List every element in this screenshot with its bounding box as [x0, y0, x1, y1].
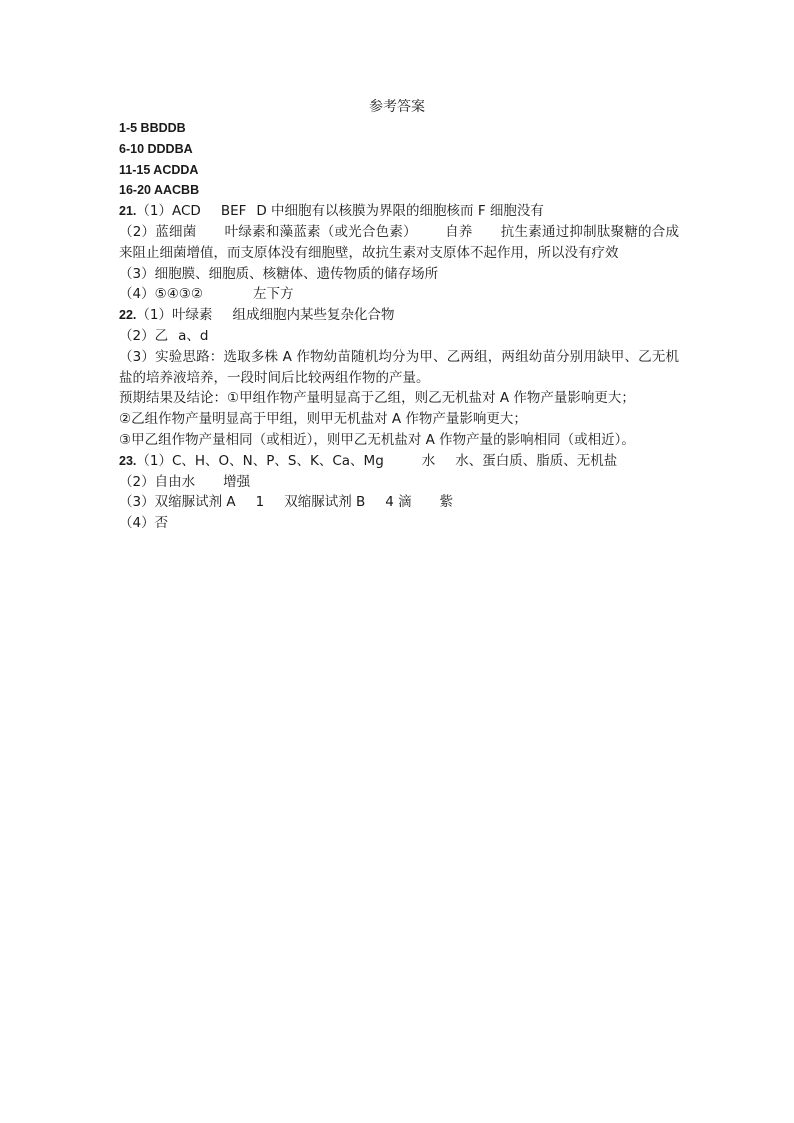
choice-answers-1-5: 1-5 BBDDB — [119, 121, 186, 135]
q22-result-3: ③甲乙组作物产量相同（或相近），则甲乙无机盐对 A 作物产量的影响相同（或相近）。 — [119, 431, 635, 448]
q22-part2-a: （2）乙 — [119, 327, 169, 344]
q23-part3-d: 4 滴 — [385, 494, 412, 511]
q23-part1 — [119, 451, 679, 472]
choice-answers-16-20: 16-20 AACBB — [119, 183, 200, 198]
q22-part3: （3）实验思路：选取多株 A 作物幼苗随机均分为甲、乙两组，两组幼苗分别用缺甲、乙无机盐的培养液培养，一段时间后比较两组作物的产量。 — [119, 348, 679, 386]
q21-part1-b: BEF — [220, 203, 247, 220]
q23-part1-a: （1）C、H、O、N、P、S、K、Ca、Mg — [136, 452, 384, 469]
q21-part2 — [119, 222, 679, 264]
answer-content — [119, 118, 679, 534]
q22-part2-b: a、d — [178, 327, 209, 344]
q22-part1-b: 组成细胞内某些复杂化合物 — [232, 307, 395, 324]
q23-part3-b: 1 — [255, 494, 265, 511]
q22-result-2: ②乙组作物产量明显高于甲组，则甲无机盐对 A 作物产量影响更大； — [119, 411, 527, 428]
q21-part4-b: 左下方 — [253, 286, 294, 303]
q21-part1 — [119, 201, 679, 222]
q21-part4 — [119, 284, 679, 305]
q21-part2-c: 自养 — [444, 223, 473, 240]
q21-part3: （3）细胞膜、细胞质、核糖体、遗传物质的储存场所 — [119, 265, 439, 282]
q23-number: 23. — [119, 453, 137, 468]
q22-part1 — [119, 305, 679, 326]
q21-number: 21. — [119, 204, 137, 219]
q22-part2 — [119, 326, 679, 347]
q23-part3-c: 双缩脲试剂 B — [284, 494, 366, 511]
q22-result-intro: 预期结果及结论：①甲组作物产量明显高于乙组，则乙无机盐对 A 作物产量影响更大； — [119, 390, 635, 407]
q21-part1-c: D 中细胞有以核膜为界限的细胞核而 F 细胞没有 — [256, 203, 544, 220]
q22-number: 22. — [119, 308, 137, 323]
q23-part2-a: （2）自由水 — [119, 473, 196, 490]
q21-part2-d: 抗生素通过抑制肽聚糖的合成来阻止细菌增值，而支原体没有细胞壁，故抗生素对支原体不起作用，所以没有疗效 — [119, 223, 680, 261]
choice-answers-6-10: 6-10 DDDBA — [119, 141, 193, 156]
q21-part2-a: （2）蓝细菌 — [119, 223, 197, 240]
q22-part1-a: （1）叶绿素 — [136, 307, 213, 324]
q23-part3 — [119, 492, 679, 513]
q23-part4: （4）否 — [119, 515, 169, 532]
choice-answers-11-15: 11-15 ACDDA — [119, 162, 199, 177]
q23-part3-e: 紫 — [439, 494, 454, 511]
q23-part1-b: 水 — [421, 452, 436, 469]
page-title: 参考答案 — [369, 99, 425, 115]
q21-part4-a: （4）⑤④③② — [119, 286, 203, 303]
q23-part3-a: （3）双缩脲试剂 A — [119, 494, 236, 511]
q23-part2-b: 增强 — [223, 473, 251, 490]
q23-part2 — [119, 472, 679, 493]
q23-part1-c: 水、蛋白质、脂质、无机盐 — [455, 452, 618, 469]
q21-part1-a: （1）ACD — [136, 203, 201, 220]
q21-part2-b: 叶绿素和藻蓝素（或光合色素） — [224, 223, 417, 240]
